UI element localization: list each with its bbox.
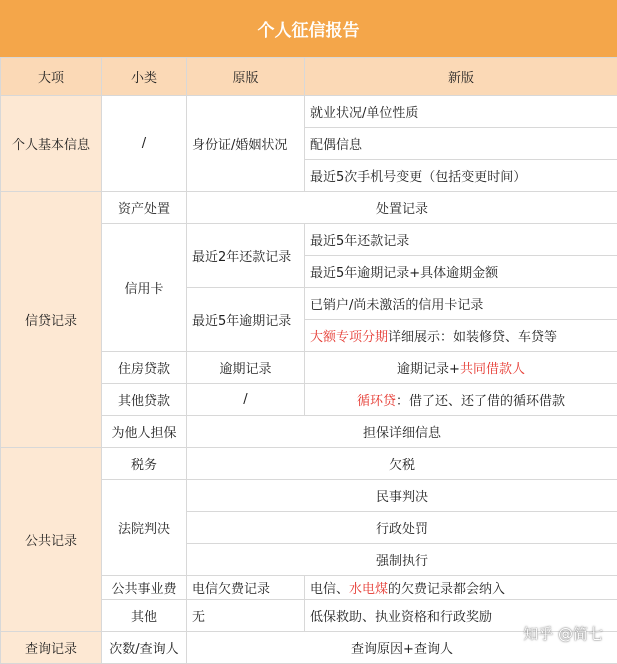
new-utility [305,576,617,600]
category-public: 公共记录 [1,448,102,632]
subcategory-court: 法院判决 [102,480,187,576]
new-other-loans [305,384,617,416]
subcategory-query: 次数/查询人 [102,632,187,664]
table-row [1,192,617,224]
old-other-loans: / [187,384,305,416]
court-enforcement: 强制执行 [187,544,617,576]
new-misc: 低保救助、执业资格和行政奖励 [305,600,617,632]
highlight-installment: 大额专项分期 [310,330,389,345]
old-misc: 无 [187,600,305,632]
court-civil: 民事判决 [187,480,617,512]
utility-detail: 的欠费记录都会纳入 [388,582,506,597]
subcategory-utility: 公共事业费 [102,576,187,600]
new-card-overdue-amount: 最近5年逾期记录+具体逾期金额 [305,256,617,288]
header-row [1,58,617,96]
header-old-version: 原版 [187,58,305,96]
category-credit: 信贷记录 [1,192,102,448]
header-subcategory: 小类 [102,58,187,96]
old-card-overdue: 最近5年逾期记录 [187,288,305,352]
new-personal-phone: 最近5次手机号变更（包括变更时间） [305,160,617,192]
new-housing [305,352,617,384]
merged-query: 查询原因+查询人 [187,632,617,664]
subcategory-tax: 税务 [102,448,187,480]
revolving-detail: ：借了还、还了借的循环借款 [396,394,566,409]
watermark-text: 知乎 @简七 [523,625,603,643]
highlight-coborrower: 共同借款人 [459,362,525,377]
subcategory-credit-card: 信用卡 [102,224,187,352]
category-personal: 个人基本信息 [1,96,102,192]
subcategory-guarantee: 为他人担保 [102,416,187,448]
old-housing: 逾期记录 [187,352,305,384]
table-row [1,448,617,480]
new-card-repay: 最近5年还款记录 [305,224,617,256]
merged-guarantee: 担保详细信息 [187,416,617,448]
utility-prefix: 电信、 [310,582,350,597]
subcategory-other-loans: 其他贷款 [102,384,187,416]
merged-tax: 欠税 [187,448,617,480]
subcategory-personal: / [102,96,187,192]
housing-prefix: 逾期记录+ [397,362,460,377]
highlight-utilities: 水电煤 [349,582,389,597]
subcategory-misc: 其他 [102,600,187,632]
subcategory-asset: 资产处置 [102,192,187,224]
header-new-version: 新版 [305,58,617,96]
old-personal: 身份证/婚姻状况 [187,96,305,192]
credit-report-table [0,57,617,664]
new-personal-employment: 就业状况/单位性质 [305,96,617,128]
old-utility: 电信欠费记录 [187,576,305,600]
category-query: 查询记录 [1,632,102,664]
table-row [1,96,617,128]
subcategory-housing: 住房贷款 [102,352,187,384]
merged-asset: 处置记录 [187,192,617,224]
header-category: 大项 [1,58,102,96]
new-card-closed: 已销户/尚未激活的信用卡记录 [305,288,617,320]
highlight-revolving: 循环贷 [356,394,396,409]
old-card-repay: 最近2年还款记录 [187,224,305,288]
new-card-installment [305,320,617,352]
report-title: 个人征信报告 [0,0,617,57]
installment-detail: 详细展示：如装修贷、车贷等 [388,330,558,345]
new-personal-spouse: 配偶信息 [305,128,617,160]
court-administrative: 行政处罚 [187,512,617,544]
